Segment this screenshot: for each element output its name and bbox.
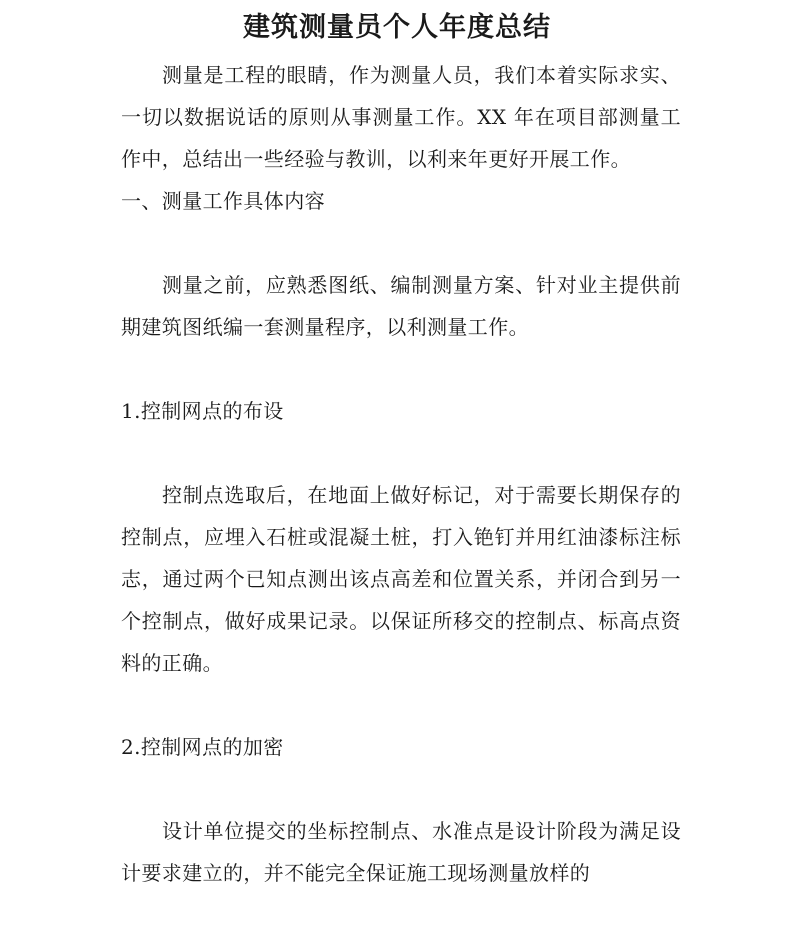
blank-line [121, 348, 681, 390]
document-body [121, 54, 681, 894]
document-title: 建筑测量员个人年度总结 [243, 12, 551, 43]
section-1-paragraph: 测量之前，应熟悉图纸、编制测量方案、针对业主提供前期建筑图纸编一套测量程序，以利测量工作。 [121, 273, 681, 339]
subsection-heading-1: 1.控制网点的布设 [121, 399, 284, 423]
blank-line [121, 432, 681, 474]
intro-paragraph: 测量是工程的眼睛，作为测量人员，我们本着实际求实、一切以数据说话的原则从事测量工作。XX 年在项目部测量工作中，总结出一些经验与教训，以利来年更好开展工作。 [121, 63, 681, 171]
blank-line [121, 684, 681, 726]
subsection-heading-2: 2.控制网点的加密 [121, 735, 284, 759]
subsection-2-paragraph: 设计单位提交的坐标控制点、水准点是设计阶段为满足设计要求建立的，并不能完全保证施工现场测量放样的 [121, 819, 681, 885]
blank-line [121, 768, 681, 810]
subsection-1-paragraph: 控制点选取后，在地面上做好标记，对于需要长期保存的控制点，应埋入石桩或混凝土桩，打入铯钉并用红油漆标注标志，通过两个已知点测出该点高差和位置关系，并闭合到另一个控制点，做好成果记录。以保证所移交的控制点、标高点资料的正确。 [121, 483, 681, 675]
section-heading-1: 一、测量工作具体内容 [121, 189, 325, 213]
blank-line [121, 222, 681, 264]
